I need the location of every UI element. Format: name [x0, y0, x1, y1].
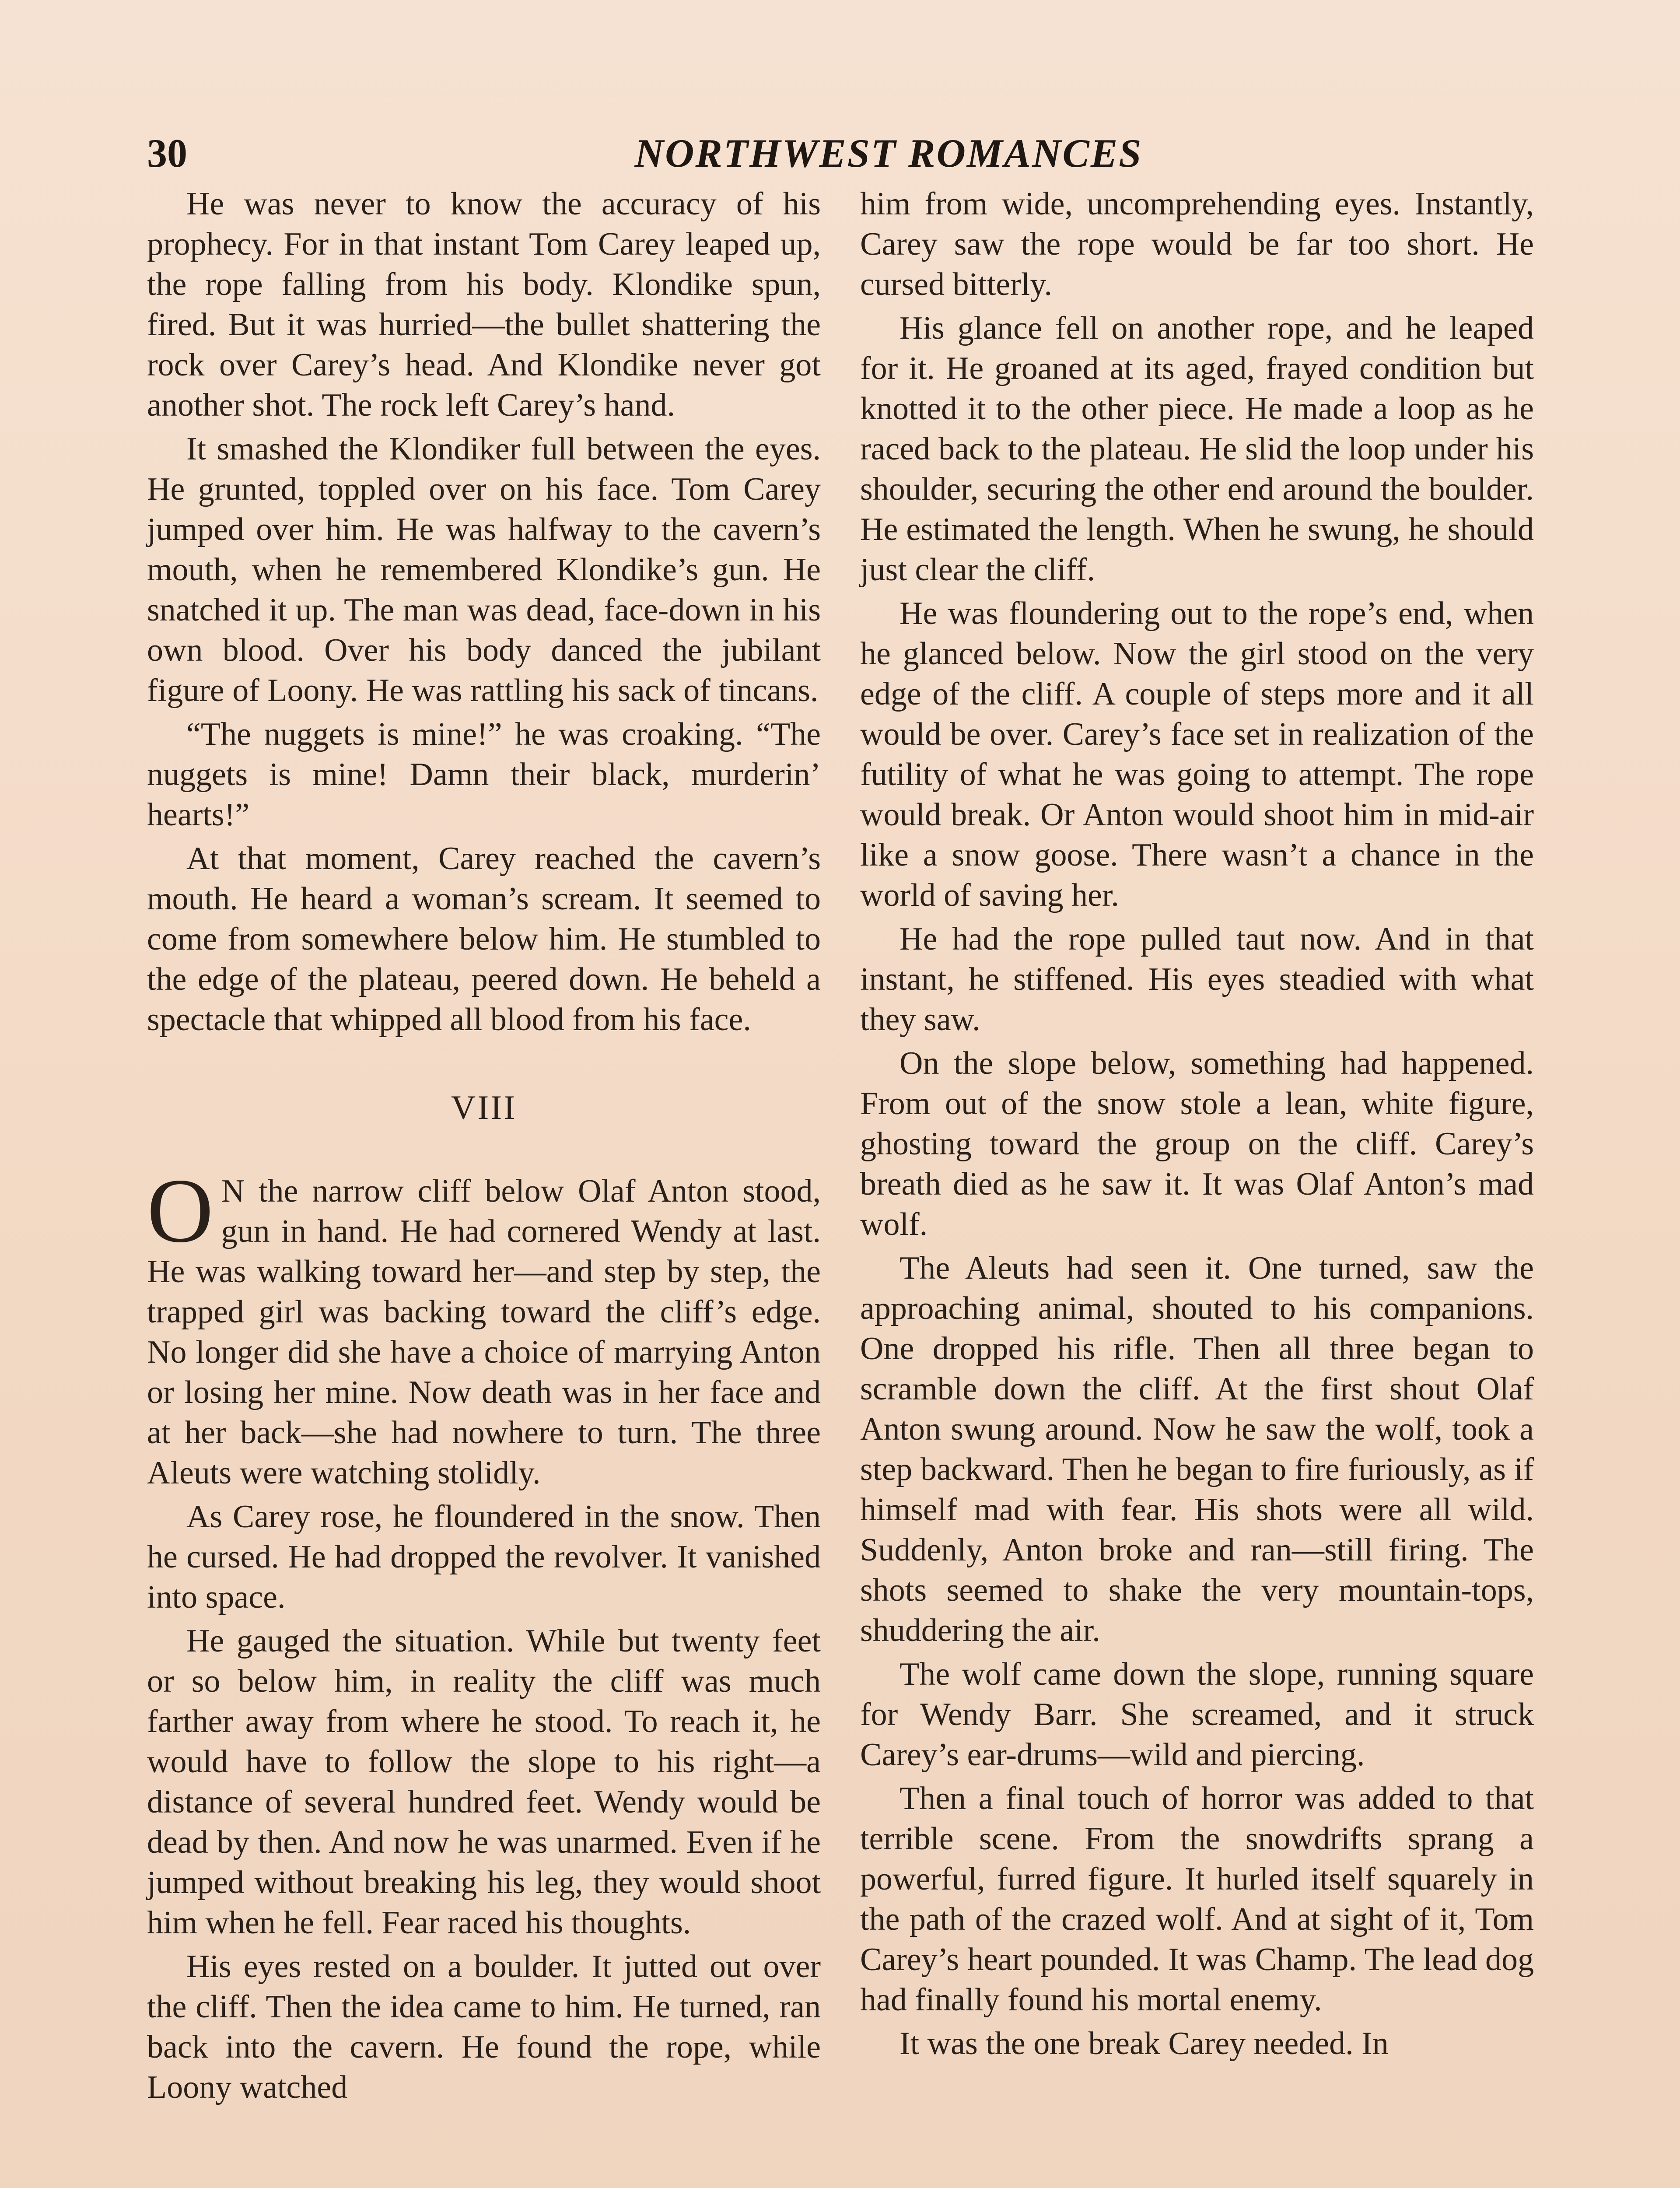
paragraph: “The nuggets is mine!” he was croaking. “The nuggets is mine! Damn their black, murderin’ hearts!”	[147, 716, 821, 833]
paragraph: The Aleuts had seen it. One turned, saw the approaching animal, shouted to his companions. One dropped his rifle. Then all three began to scramble down the cliff. At the first shout Olaf Anton swung around. Now he saw the wolf, took a step backward. Then he began to fire furiously, as if himself mad with fear. His shots were all wild. Suddenly, Anton broke and ran—still firing. The shots seemed to shake the very mountain-tops, shuddering the air.	[860, 1250, 1534, 1648]
right-column	[860, 184, 1534, 2188]
paragraph: He gauged the situation. While but twenty feet or so below him, in reality the cliff was much farther away from where he stood. To reach it, he would have to follow the slope to his right—a distance of several hundred feet. Wendy would be dead by then. And now he was unarmed. Even if he jumped without breaking his leg, they would shoot him when he fell. Fear raced his thoughts.	[147, 1623, 821, 1941]
text-columns	[147, 184, 1534, 2188]
paragraph: It smashed the Klondiker full between the eyes. He grunted, toppled over on his face. Tom Carey jumped over him. He was halfway to the cavern’s mouth, when he remembered Klondike’s gun. He snatched it up. The man was dead, face-down in his own blood. Over his body danced the jubilant figure of Loony. He was rattling his sack of tincans.	[147, 431, 821, 708]
paragraph: His eyes rested on a boulder. It jutted out over the cliff. Then the idea came to him. He turned, ran back into the cavern. He found the rope, while Loony watched	[147, 1949, 821, 2105]
drop-cap-paragraph	[147, 1160, 821, 1493]
left-column	[147, 184, 821, 2188]
page-header	[147, 123, 1534, 185]
paragraph: It was the one break Carey needed. In	[900, 2026, 1389, 2062]
paragraph: On the slope below, something had happened. From out of the snow stole a lean, white figure, ghosting toward the group on the cliff. Carey’s breath died as he saw it. It was Olaf Anton’s mad wolf.	[860, 1045, 1534, 1242]
drop-cap: O	[147, 1160, 214, 1262]
section-heading: VIII	[451, 1088, 517, 1126]
paragraph: He was never to know the accuracy of his prophecy. For in that instant Tom Carey leaped up, the rope falling from his body. Klondike spun, fired. But it was hurried—the bullet shattering the rock over Carey’s head. And Klondike never got another shot. The rock left Carey’s hand.	[147, 186, 821, 423]
drop-cap-paragraph-text: N the narrow cliff below Olaf Anton stood, gun in hand. He had cornered Wendy at last. He was walking toward her—and step by step, the trapped girl was backing toward the cliff’s edge. No longer did she have a choice of marrying Anton or losing her mine. Now death was in her face and at her back—she had nowhere to turn. The three Aleuts were watching stolidly.	[147, 1173, 821, 1491]
paragraph: He had the rope pulled taut now. And in that instant, he stiffened. His eyes steadied with what they saw.	[860, 921, 1534, 1038]
continued-paragraph: him from wide, uncomprehending eyes. Instantly, Carey saw the rope would be far too short. He cursed bitterly.	[860, 186, 1534, 302]
paragraph: At that moment, Carey reached the cavern’s mouth. He heard a woman’s scream. It seemed to come from somewhere below him. He stumbled to the edge of the plateau, peered down. He beheld a spectacle that whipped all blood from his face.	[147, 841, 821, 1038]
paragraph: As Carey rose, he floundered in the snow. Then he cursed. He had dropped the revolver. It vanished into space.	[147, 1499, 821, 1615]
page-number: 30	[147, 131, 187, 175]
paragraph: He was floundering out to the rope’s end, when he glanced below. Now the girl stood on the very edge of the cliff. A couple of steps more and it all would be over. Carey’s face set in realization of the futility of what he was going to attempt. The rope would break. Or Anton would shoot him in mid-air like a snow goose. There wasn’t a chance in the world of saving her.	[860, 596, 1534, 913]
paragraph: His glance fell on another rope, and he leaped for it. He groaned at its aged, frayed condition but knotted it to the other piece. He made a loop as he raced back to the plateau. He slid the loop under his shoulder, securing the other end around the boulder. He estimated the length. When he swung, he should just clear the cliff.	[860, 310, 1534, 588]
running-title: NORTHWEST ROMANCES	[634, 131, 1143, 175]
paragraph: The wolf came down the slope, running square for Wendy Barr. She screamed, and it struck Carey’s ear-drums—wild and piercing.	[860, 1656, 1534, 1773]
paragraph: Then a final touch of horror was added to that terrible scene. From the snowdrifts sprang a powerful, furred figure. It hurled itself squarely in the path of the crazed wolf. And at sight of it, Tom Carey’s heart pounded. It was Champ. The lead dog had finally found his mortal enemy.	[860, 1781, 1534, 2018]
